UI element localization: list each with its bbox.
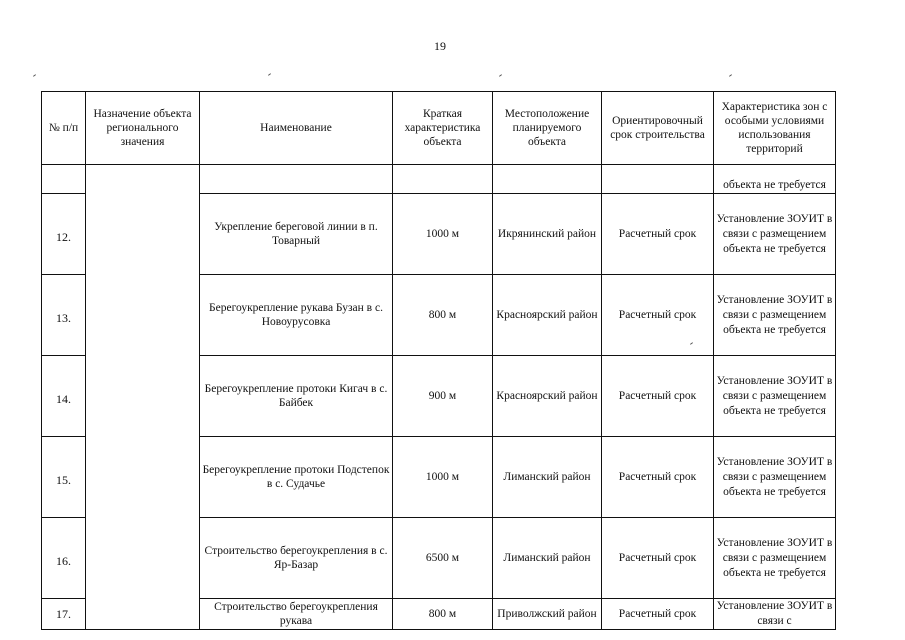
cell-location: Красноярский район xyxy=(493,275,602,356)
cell-name: Берегоукрепление рукава Бузан в с. Новоурусовка xyxy=(200,275,393,356)
scan-speck xyxy=(268,73,271,76)
cell-brief: 900 м xyxy=(393,356,493,437)
cell-name: Берегоукрепление протоки Кигач в с. Байбек xyxy=(200,356,393,437)
cell-brief: 1000 м xyxy=(393,194,493,275)
cell-name: Строительство берегоукрепления в с. Яр-Базар xyxy=(200,518,393,599)
cell-num xyxy=(42,165,86,194)
header-brief: Краткая характеристика объекта xyxy=(393,92,493,165)
cell-zones: объекта не требуется xyxy=(714,165,836,194)
cell-location: Лиманский район xyxy=(493,437,602,518)
cell-zones: Установление ЗОУИТ в связи с размещением объекта не требуется xyxy=(714,437,836,518)
header-term: Ориентировочный срок строительства xyxy=(602,92,714,165)
header-num: № п/п xyxy=(42,92,86,165)
cell-location: Приволжский район xyxy=(493,599,602,630)
cell-term: Расчетный срок xyxy=(602,518,714,599)
scan-speck xyxy=(33,74,36,77)
cell-name: Строительство берегоукрепления рукава xyxy=(200,599,393,630)
cell-name: Берегоукрепление протоки Подстепок в с. Судачье xyxy=(200,437,393,518)
cell-purpose-merged xyxy=(86,165,200,630)
cell-term: Расчетный срок xyxy=(602,437,714,518)
cell-location: Икрянинский район xyxy=(493,194,602,275)
cell-location: Лиманский район xyxy=(493,518,602,599)
cell-num: 17. xyxy=(42,599,86,630)
scan-speck xyxy=(499,74,502,77)
scan-speck xyxy=(729,74,732,77)
cell-location: Красноярский район xyxy=(493,356,602,437)
cell-brief: 1000 м xyxy=(393,437,493,518)
cell-num: 16. xyxy=(42,518,86,599)
cell-brief xyxy=(393,165,493,194)
cell-term: Расчетный срок xyxy=(602,356,714,437)
cell-num: 13. xyxy=(42,275,86,356)
cell-term xyxy=(602,165,714,194)
page-number: 19 xyxy=(434,39,446,53)
cell-location xyxy=(493,165,602,194)
header-location: Местоположение планируемого объекта xyxy=(493,92,602,165)
header-purpose: Назначение объекта регионального значения xyxy=(86,92,200,165)
cell-term: Расчетный срок xyxy=(602,275,714,356)
cell-num: 15. xyxy=(42,437,86,518)
cell-zones: Установление ЗОУИТ в связи с размещением объекта не требуется xyxy=(714,356,836,437)
cell-zones: Установление ЗОУИТ в связи с xyxy=(714,599,836,630)
cell-brief: 6500 м xyxy=(393,518,493,599)
header-name: Наименование xyxy=(200,92,393,165)
cell-zones: Установление ЗОУИТ в связи с размещением объекта не требуется xyxy=(714,518,836,599)
cell-zones: Установление ЗОУИТ в связи с размещением объекта не требуется xyxy=(714,194,836,275)
cell-name xyxy=(200,165,393,194)
objects-table xyxy=(41,91,836,630)
cell-num: 12. xyxy=(42,194,86,275)
cell-num: 14. xyxy=(42,356,86,437)
cell-brief: 800 м xyxy=(393,275,493,356)
continuation-row xyxy=(42,165,836,194)
cell-name: Укрепление береговой линии в п. Товарный xyxy=(200,194,393,275)
table-header-row xyxy=(42,92,836,165)
cell-term: Расчетный срок xyxy=(602,194,714,275)
header-zones: Характеристика зон с особыми условиями использования территорий xyxy=(714,92,836,165)
cell-term: Расчетный срок xyxy=(602,599,714,630)
cell-brief: 800 м xyxy=(393,599,493,630)
cell-zones: Установление ЗОУИТ в связи с размещением объекта не требуется xyxy=(714,275,836,356)
